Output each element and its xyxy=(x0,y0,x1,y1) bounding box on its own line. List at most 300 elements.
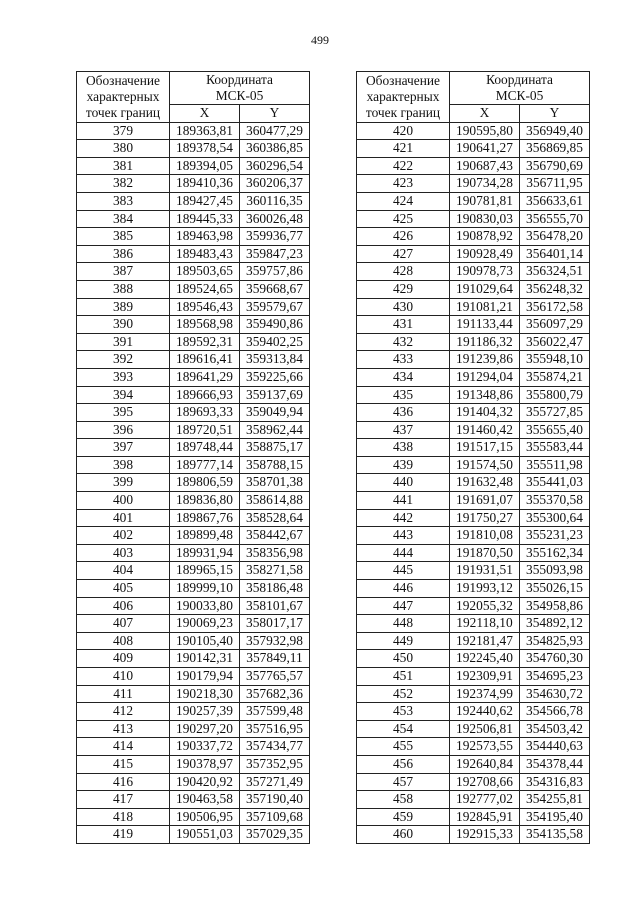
table-row xyxy=(77,527,310,545)
x-coordinate-cell: 190734,28 xyxy=(450,175,520,193)
point-number-cell: 417 xyxy=(77,791,170,809)
point-number-cell: 445 xyxy=(357,562,450,580)
x-header: X xyxy=(170,105,240,123)
y-coordinate-cell: 355026,15 xyxy=(520,580,590,598)
x-coordinate-cell: 191460,42 xyxy=(450,421,520,439)
y-coordinate-cell: 358356,98 xyxy=(240,544,310,562)
x-coordinate-cell: 191081,21 xyxy=(450,298,520,316)
x-coordinate-cell: 189524,65 xyxy=(170,280,240,298)
point-number-cell: 419 xyxy=(77,826,170,844)
point-number-cell: 454 xyxy=(357,720,450,738)
x-coordinate-cell: 190641,27 xyxy=(450,140,520,158)
point-number-cell: 404 xyxy=(77,562,170,580)
y-coordinate-cell: 355231,23 xyxy=(520,527,590,545)
x-coordinate-cell: 190179,94 xyxy=(170,668,240,686)
point-number-cell: 422 xyxy=(357,157,450,175)
x-coordinate-cell: 190928,49 xyxy=(450,245,520,263)
y-coordinate-cell: 354630,72 xyxy=(520,685,590,703)
table-row xyxy=(357,122,590,140)
table-row xyxy=(357,404,590,422)
y-coordinate-cell: 354825,93 xyxy=(520,632,590,650)
x-coordinate-cell: 192506,81 xyxy=(450,720,520,738)
y-header: Y xyxy=(240,105,310,123)
x-coordinate-cell: 189965,15 xyxy=(170,562,240,580)
x-coordinate-cell: 189931,94 xyxy=(170,544,240,562)
table-row xyxy=(357,791,590,809)
table-row xyxy=(357,439,590,457)
point-number-cell: 443 xyxy=(357,527,450,545)
x-coordinate-cell: 190142,31 xyxy=(170,650,240,668)
y-coordinate-cell: 357765,57 xyxy=(240,668,310,686)
table-row xyxy=(77,245,310,263)
y-coordinate-cell: 354135,58 xyxy=(520,826,590,844)
coordinates-table-right xyxy=(356,71,590,844)
point-number-cell: 383 xyxy=(77,192,170,210)
table-row xyxy=(77,755,310,773)
y-coordinate-cell: 357932,98 xyxy=(240,632,310,650)
table-row xyxy=(357,580,590,598)
table-row xyxy=(77,720,310,738)
point-number-cell: 402 xyxy=(77,527,170,545)
x-coordinate-cell: 191574,50 xyxy=(450,456,520,474)
point-number-cell: 444 xyxy=(357,544,450,562)
point-number-cell: 449 xyxy=(357,632,450,650)
table-row xyxy=(77,368,310,386)
table-row xyxy=(77,456,310,474)
table-row xyxy=(357,703,590,721)
table-row xyxy=(357,175,590,193)
x-coordinate-cell: 191029,64 xyxy=(450,280,520,298)
table-row xyxy=(77,509,310,527)
point-number-cell: 388 xyxy=(77,280,170,298)
x-coordinate-cell: 190506,95 xyxy=(170,808,240,826)
point-number-cell: 413 xyxy=(77,720,170,738)
point-number-cell: 438 xyxy=(357,439,450,457)
table-row xyxy=(357,562,590,580)
x-coordinate-cell: 192118,10 xyxy=(450,615,520,633)
point-number-cell: 401 xyxy=(77,509,170,527)
x-coordinate-cell: 189394,05 xyxy=(170,157,240,175)
point-number-cell: 386 xyxy=(77,245,170,263)
table-row xyxy=(77,421,310,439)
table-row xyxy=(77,597,310,615)
point-number-cell: 442 xyxy=(357,509,450,527)
y-coordinate-cell: 359757,86 xyxy=(240,263,310,281)
x-coordinate-cell: 189999,10 xyxy=(170,580,240,598)
point-number-cell: 434 xyxy=(357,368,450,386)
point-number-cell: 409 xyxy=(77,650,170,668)
table-row xyxy=(77,404,310,422)
table-row xyxy=(357,157,590,175)
y-coordinate-cell: 355511,98 xyxy=(520,456,590,474)
table-row xyxy=(77,492,310,510)
point-number-cell: 390 xyxy=(77,316,170,334)
y-coordinate-cell: 358017,17 xyxy=(240,615,310,633)
y-coordinate-cell: 356555,70 xyxy=(520,210,590,228)
y-coordinate-cell: 354892,12 xyxy=(520,615,590,633)
point-number-cell: 453 xyxy=(357,703,450,721)
point-number-cell: 393 xyxy=(77,368,170,386)
x-coordinate-cell: 189899,48 xyxy=(170,527,240,545)
point-number-cell: 446 xyxy=(357,580,450,598)
point-number-cell: 436 xyxy=(357,404,450,422)
table-row xyxy=(77,192,310,210)
point-number-cell: 397 xyxy=(77,439,170,457)
x-coordinate-cell: 192708,66 xyxy=(450,773,520,791)
y-coordinate-cell: 356478,20 xyxy=(520,228,590,246)
y-coordinate-cell: 359402,25 xyxy=(240,333,310,351)
table-row xyxy=(357,351,590,369)
y-coordinate-cell: 356633,61 xyxy=(520,192,590,210)
y-coordinate-cell: 354378,44 xyxy=(520,755,590,773)
point-number-cell: 458 xyxy=(357,791,450,809)
y-coordinate-cell: 355800,79 xyxy=(520,386,590,404)
x-coordinate-cell: 189363,81 xyxy=(170,122,240,140)
y-coordinate-cell: 357434,77 xyxy=(240,738,310,756)
x-coordinate-cell: 190551,03 xyxy=(170,826,240,844)
y-coordinate-cell: 357029,35 xyxy=(240,826,310,844)
y-coordinate-cell: 355655,40 xyxy=(520,421,590,439)
table-row xyxy=(77,650,310,668)
x-coordinate-cell: 189777,14 xyxy=(170,456,240,474)
y-coordinate-cell: 358614,88 xyxy=(240,492,310,510)
point-number-cell: 420 xyxy=(357,122,450,140)
table-row xyxy=(77,685,310,703)
x-coordinate-cell: 189483,43 xyxy=(170,245,240,263)
point-number-cell: 441 xyxy=(357,492,450,510)
point-number-cell: 410 xyxy=(77,668,170,686)
y-coordinate-cell: 354255,81 xyxy=(520,791,590,809)
designation-header-line: точек границ xyxy=(365,104,441,120)
table-row xyxy=(357,755,590,773)
point-number-cell: 433 xyxy=(357,351,450,369)
table-row xyxy=(357,210,590,228)
x-coordinate-cell: 191810,08 xyxy=(450,527,520,545)
table-row xyxy=(357,632,590,650)
y-coordinate-cell: 359049,94 xyxy=(240,404,310,422)
designation-header xyxy=(77,72,170,123)
y-coordinate-cell: 356949,40 xyxy=(520,122,590,140)
point-number-cell: 429 xyxy=(357,280,450,298)
designation-header-line: характерных xyxy=(366,88,440,104)
y-coordinate-cell: 355727,85 xyxy=(520,404,590,422)
point-number-cell: 456 xyxy=(357,755,450,773)
y-coordinate-cell: 360206,37 xyxy=(240,175,310,193)
x-coordinate-cell: 192309,91 xyxy=(450,668,520,686)
x-coordinate-cell: 192640,84 xyxy=(450,755,520,773)
point-number-cell: 421 xyxy=(357,140,450,158)
y-coordinate-cell: 355300,64 xyxy=(520,509,590,527)
x-coordinate-cell: 189720,51 xyxy=(170,421,240,439)
x-coordinate-cell: 190297,20 xyxy=(170,720,240,738)
x-coordinate-cell: 190378,97 xyxy=(170,755,240,773)
y-coordinate-cell: 355441,03 xyxy=(520,474,590,492)
table-row xyxy=(77,175,310,193)
table-row xyxy=(77,228,310,246)
x-coordinate-cell: 189410,36 xyxy=(170,175,240,193)
y-coordinate-cell: 359225,66 xyxy=(240,368,310,386)
y-coordinate-cell: 360477,29 xyxy=(240,122,310,140)
x-coordinate-cell: 191632,48 xyxy=(450,474,520,492)
y-coordinate-cell: 356324,51 xyxy=(520,263,590,281)
point-number-cell: 455 xyxy=(357,738,450,756)
y-coordinate-cell: 360386,85 xyxy=(240,140,310,158)
point-number-cell: 385 xyxy=(77,228,170,246)
designation-header xyxy=(357,72,450,123)
designation-header-line: точек границ xyxy=(85,104,161,120)
x-coordinate-cell: 190463,58 xyxy=(170,791,240,809)
y-coordinate-cell: 360026,48 xyxy=(240,210,310,228)
x-coordinate-cell: 191404,32 xyxy=(450,404,520,422)
y-coordinate-cell: 357849,11 xyxy=(240,650,310,668)
point-number-cell: 382 xyxy=(77,175,170,193)
y-coordinate-cell: 358528,64 xyxy=(240,509,310,527)
y-coordinate-cell: 358962,44 xyxy=(240,421,310,439)
y-coordinate-cell: 359490,86 xyxy=(240,316,310,334)
point-number-cell: 391 xyxy=(77,333,170,351)
table-row xyxy=(77,544,310,562)
point-number-cell: 398 xyxy=(77,456,170,474)
x-coordinate-cell: 190257,39 xyxy=(170,703,240,721)
point-number-cell: 439 xyxy=(357,456,450,474)
y-coordinate-cell: 359313,84 xyxy=(240,351,310,369)
table-row xyxy=(77,580,310,598)
point-number-cell: 424 xyxy=(357,192,450,210)
table-row xyxy=(357,720,590,738)
x-coordinate-cell: 190830,03 xyxy=(450,210,520,228)
y-coordinate-cell: 356022,47 xyxy=(520,333,590,351)
coordinate-header-line: МСК-05 xyxy=(215,88,264,103)
point-number-cell: 416 xyxy=(77,773,170,791)
x-coordinate-cell: 190033,80 xyxy=(170,597,240,615)
table-row xyxy=(77,298,310,316)
x-coordinate-cell: 190878,92 xyxy=(450,228,520,246)
point-number-cell: 428 xyxy=(357,263,450,281)
point-number-cell: 459 xyxy=(357,808,450,826)
table-row xyxy=(357,527,590,545)
table-row xyxy=(357,509,590,527)
x-coordinate-cell: 189463,98 xyxy=(170,228,240,246)
table-row xyxy=(77,386,310,404)
y-coordinate-cell: 357271,49 xyxy=(240,773,310,791)
y-coordinate-cell: 358101,67 xyxy=(240,597,310,615)
table-row xyxy=(357,738,590,756)
x-coordinate-cell: 189616,41 xyxy=(170,351,240,369)
y-coordinate-cell: 354695,23 xyxy=(520,668,590,686)
x-coordinate-cell: 190978,73 xyxy=(450,263,520,281)
table-row xyxy=(77,668,310,686)
point-number-cell: 389 xyxy=(77,298,170,316)
point-number-cell: 457 xyxy=(357,773,450,791)
y-coordinate-cell: 360116,35 xyxy=(240,192,310,210)
x-coordinate-cell: 189693,33 xyxy=(170,404,240,422)
point-number-cell: 411 xyxy=(77,685,170,703)
table-row xyxy=(357,685,590,703)
table-row xyxy=(357,544,590,562)
x-coordinate-cell: 189568,98 xyxy=(170,316,240,334)
x-coordinate-cell: 192181,47 xyxy=(450,632,520,650)
y-coordinate-cell: 359137,69 xyxy=(240,386,310,404)
table-row xyxy=(357,808,590,826)
point-number-cell: 405 xyxy=(77,580,170,598)
point-number-cell: 381 xyxy=(77,157,170,175)
y-coordinate-cell: 355583,44 xyxy=(520,439,590,457)
point-number-cell: 440 xyxy=(357,474,450,492)
x-coordinate-cell: 189445,33 xyxy=(170,210,240,228)
x-coordinate-cell: 191691,07 xyxy=(450,492,520,510)
point-number-cell: 415 xyxy=(77,755,170,773)
point-number-cell: 400 xyxy=(77,492,170,510)
point-number-cell: 408 xyxy=(77,632,170,650)
point-number-cell: 430 xyxy=(357,298,450,316)
y-coordinate-cell: 355948,10 xyxy=(520,351,590,369)
point-number-cell: 431 xyxy=(357,316,450,334)
table-row xyxy=(357,228,590,246)
y-coordinate-cell: 354760,30 xyxy=(520,650,590,668)
point-number-cell: 437 xyxy=(357,421,450,439)
y-coordinate-cell: 359668,67 xyxy=(240,280,310,298)
point-number-cell: 418 xyxy=(77,808,170,826)
table-row xyxy=(357,298,590,316)
table-row xyxy=(77,791,310,809)
table-row xyxy=(77,316,310,334)
coordinate-header xyxy=(450,72,590,105)
x-coordinate-cell: 191348,86 xyxy=(450,386,520,404)
point-number-cell: 426 xyxy=(357,228,450,246)
x-coordinate-cell: 192440,62 xyxy=(450,703,520,721)
table-row xyxy=(77,474,310,492)
table-row xyxy=(357,668,590,686)
table-row xyxy=(357,263,590,281)
x-coordinate-cell: 190218,30 xyxy=(170,685,240,703)
x-coordinate-cell: 189503,65 xyxy=(170,263,240,281)
x-coordinate-cell: 189867,76 xyxy=(170,509,240,527)
x-coordinate-cell: 191750,27 xyxy=(450,509,520,527)
x-coordinate-cell: 192374,99 xyxy=(450,685,520,703)
x-coordinate-cell: 192777,02 xyxy=(450,791,520,809)
point-number-cell: 452 xyxy=(357,685,450,703)
y-coordinate-cell: 358788,15 xyxy=(240,456,310,474)
table-row xyxy=(357,456,590,474)
point-number-cell: 399 xyxy=(77,474,170,492)
point-number-cell: 432 xyxy=(357,333,450,351)
x-coordinate-cell: 190687,43 xyxy=(450,157,520,175)
point-number-cell: 435 xyxy=(357,386,450,404)
x-coordinate-cell: 190595,80 xyxy=(450,122,520,140)
table-row xyxy=(357,474,590,492)
table-row xyxy=(77,280,310,298)
y-coordinate-cell: 354958,86 xyxy=(520,597,590,615)
point-number-cell: 403 xyxy=(77,544,170,562)
x-coordinate-cell: 192573,55 xyxy=(450,738,520,756)
point-number-cell: 451 xyxy=(357,668,450,686)
x-coordinate-cell: 189592,31 xyxy=(170,333,240,351)
y-coordinate-cell: 356172,58 xyxy=(520,298,590,316)
point-number-cell: 425 xyxy=(357,210,450,228)
table-row xyxy=(77,808,310,826)
y-coordinate-cell: 357109,68 xyxy=(240,808,310,826)
x-coordinate-cell: 191931,51 xyxy=(450,562,520,580)
x-coordinate-cell: 191870,50 xyxy=(450,544,520,562)
point-number-cell: 379 xyxy=(77,122,170,140)
coordinate-header-line: МСК-05 xyxy=(495,88,544,103)
designation-header-line: характерных xyxy=(86,88,160,104)
point-number-cell: 448 xyxy=(357,615,450,633)
table-row xyxy=(357,597,590,615)
y-coordinate-cell: 354440,63 xyxy=(520,738,590,756)
y-coordinate-cell: 355162,34 xyxy=(520,544,590,562)
table-row xyxy=(77,210,310,228)
point-number-cell: 427 xyxy=(357,245,450,263)
table-row xyxy=(77,263,310,281)
table-row xyxy=(77,738,310,756)
y-coordinate-cell: 357352,95 xyxy=(240,755,310,773)
point-number-cell: 447 xyxy=(357,597,450,615)
y-coordinate-cell: 355874,21 xyxy=(520,368,590,386)
table-row xyxy=(77,562,310,580)
y-coordinate-cell: 357599,48 xyxy=(240,703,310,721)
point-number-cell: 387 xyxy=(77,263,170,281)
y-coordinate-cell: 354195,40 xyxy=(520,808,590,826)
designation-header-line: Обозначение xyxy=(86,72,160,88)
x-coordinate-cell: 192245,40 xyxy=(450,650,520,668)
table-body xyxy=(77,122,310,843)
table-row xyxy=(77,703,310,721)
y-coordinate-cell: 355370,58 xyxy=(520,492,590,510)
x-coordinate-cell: 191294,04 xyxy=(450,368,520,386)
x-coordinate-cell: 192845,91 xyxy=(450,808,520,826)
table-row xyxy=(77,157,310,175)
y-coordinate-cell: 354316,83 xyxy=(520,773,590,791)
y-coordinate-cell: 360296,54 xyxy=(240,157,310,175)
table-row xyxy=(357,421,590,439)
table-row xyxy=(357,192,590,210)
x-coordinate-cell: 189378,54 xyxy=(170,140,240,158)
y-coordinate-cell: 358186,48 xyxy=(240,580,310,598)
x-coordinate-cell: 189427,45 xyxy=(170,192,240,210)
table-row xyxy=(357,386,590,404)
point-number-cell: 423 xyxy=(357,175,450,193)
point-number-cell: 412 xyxy=(77,703,170,721)
y-coordinate-cell: 358271,58 xyxy=(240,562,310,580)
point-number-cell: 396 xyxy=(77,421,170,439)
y-coordinate-cell: 356869,85 xyxy=(520,140,590,158)
y-coordinate-cell: 356248,32 xyxy=(520,280,590,298)
table-row xyxy=(357,368,590,386)
point-number-cell: 414 xyxy=(77,738,170,756)
table-row xyxy=(77,632,310,650)
table-row xyxy=(357,333,590,351)
coordinates-table-left xyxy=(76,71,310,844)
coordinate-header xyxy=(170,72,310,105)
x-coordinate-cell: 190420,92 xyxy=(170,773,240,791)
table-row xyxy=(357,650,590,668)
x-coordinate-cell: 190069,23 xyxy=(170,615,240,633)
table-row xyxy=(357,615,590,633)
x-coordinate-cell: 191239,86 xyxy=(450,351,520,369)
y-coordinate-cell: 356401,14 xyxy=(520,245,590,263)
y-coordinate-cell: 354503,42 xyxy=(520,720,590,738)
y-header: Y xyxy=(520,105,590,123)
y-coordinate-cell: 359936,77 xyxy=(240,228,310,246)
x-coordinate-cell: 189641,29 xyxy=(170,368,240,386)
x-coordinate-cell: 190105,40 xyxy=(170,632,240,650)
x-coordinate-cell: 192055,32 xyxy=(450,597,520,615)
designation-header-line: Обозначение xyxy=(366,72,440,88)
y-coordinate-cell: 355093,98 xyxy=(520,562,590,580)
table-body xyxy=(357,122,590,843)
y-coordinate-cell: 356711,95 xyxy=(520,175,590,193)
